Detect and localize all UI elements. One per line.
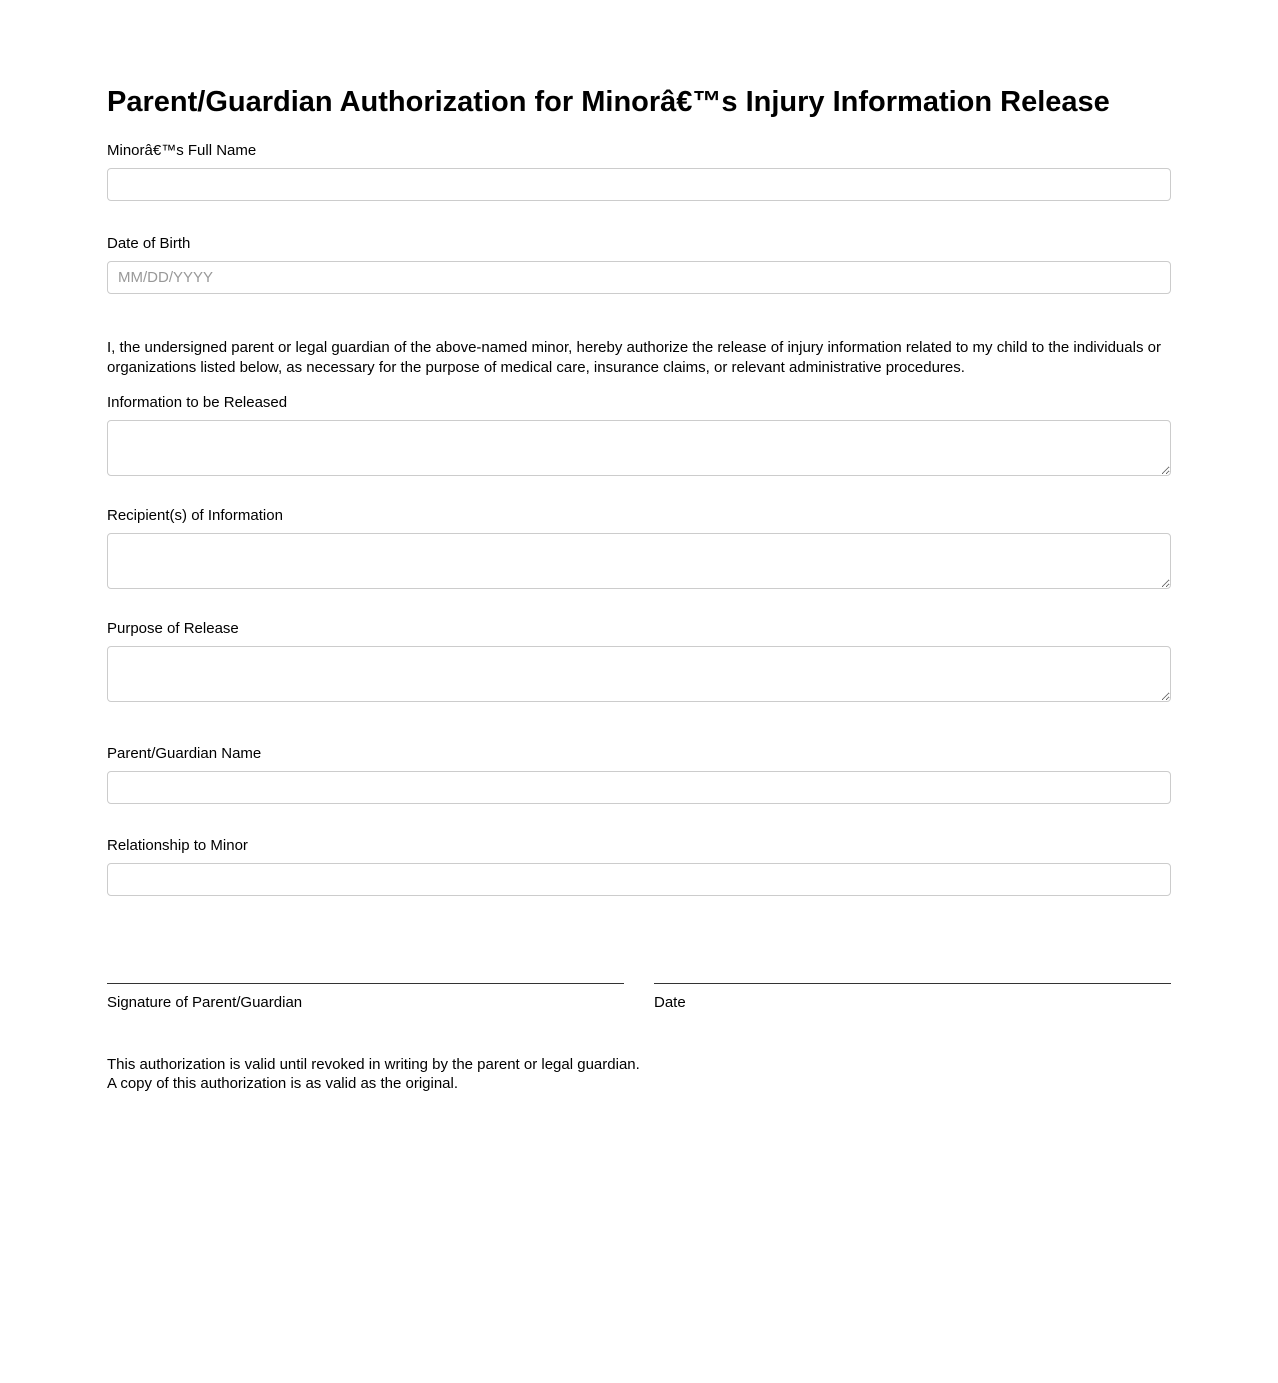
signature-section (107, 983, 1171, 1013)
footer-line-2: A copy of this authorization is as valid as the original. (107, 1075, 459, 1092)
field-recipients-of-information (107, 506, 1171, 589)
field-relationship-to-minor (107, 836, 1171, 896)
footer-line-1: This authorization is valid until revoked in writing by the parent or legal guardian. (107, 1056, 640, 1073)
purpose-of-release-label: Purpose of Release (107, 620, 239, 637)
purpose-of-release-textarea[interactable] (107, 646, 1171, 702)
information-to-be-released-label: Information to be Released (107, 394, 288, 411)
signature-column (107, 983, 624, 1013)
recipients-of-information-textarea[interactable] (107, 533, 1171, 589)
page-title: Parent/Guardian Authorization for Minorâ€™s Injury Information Release (107, 86, 1110, 118)
date-of-birth-label: Date of Birth (107, 235, 191, 252)
field-parent-guardian-name (107, 744, 1171, 804)
signature-of-parent-guardian-label: Signature of Parent/Guardian (107, 994, 303, 1011)
field-date-of-birth (107, 234, 1171, 294)
field-information-to-be-released (107, 393, 1171, 476)
date-line (654, 983, 1171, 984)
relationship-to-minor-input[interactable] (107, 863, 1171, 896)
information-to-be-released-textarea[interactable] (107, 420, 1171, 476)
date-column (654, 983, 1171, 1013)
date-label: Date (654, 994, 686, 1011)
recipients-of-information-label: Recipient(s) of Information (107, 507, 283, 524)
authorization-form-page (0, 83, 1278, 1383)
field-purpose-of-release (107, 619, 1171, 702)
parent-guardian-name-input[interactable] (107, 771, 1171, 804)
minor-full-name-label: Minorâ€™s Full Name (107, 142, 257, 159)
signature-line (107, 983, 624, 984)
authorization-statement: I, the undersigned parent or legal guardian of the above-named minor, hereby authorize the release of injury information related to my child to the individuals or organizations listed below, as necessary for the purpose of medical care, insurance claims, or relevant administrative procedures. (107, 339, 1161, 376)
date-of-birth-input[interactable] (107, 261, 1171, 294)
field-minor-full-name (107, 141, 1171, 201)
relationship-to-minor-label: Relationship to Minor (107, 837, 248, 854)
minor-full-name-input[interactable] (107, 168, 1171, 201)
form-footer (107, 1055, 1171, 1093)
parent-guardian-name-label: Parent/Guardian Name (107, 745, 262, 762)
